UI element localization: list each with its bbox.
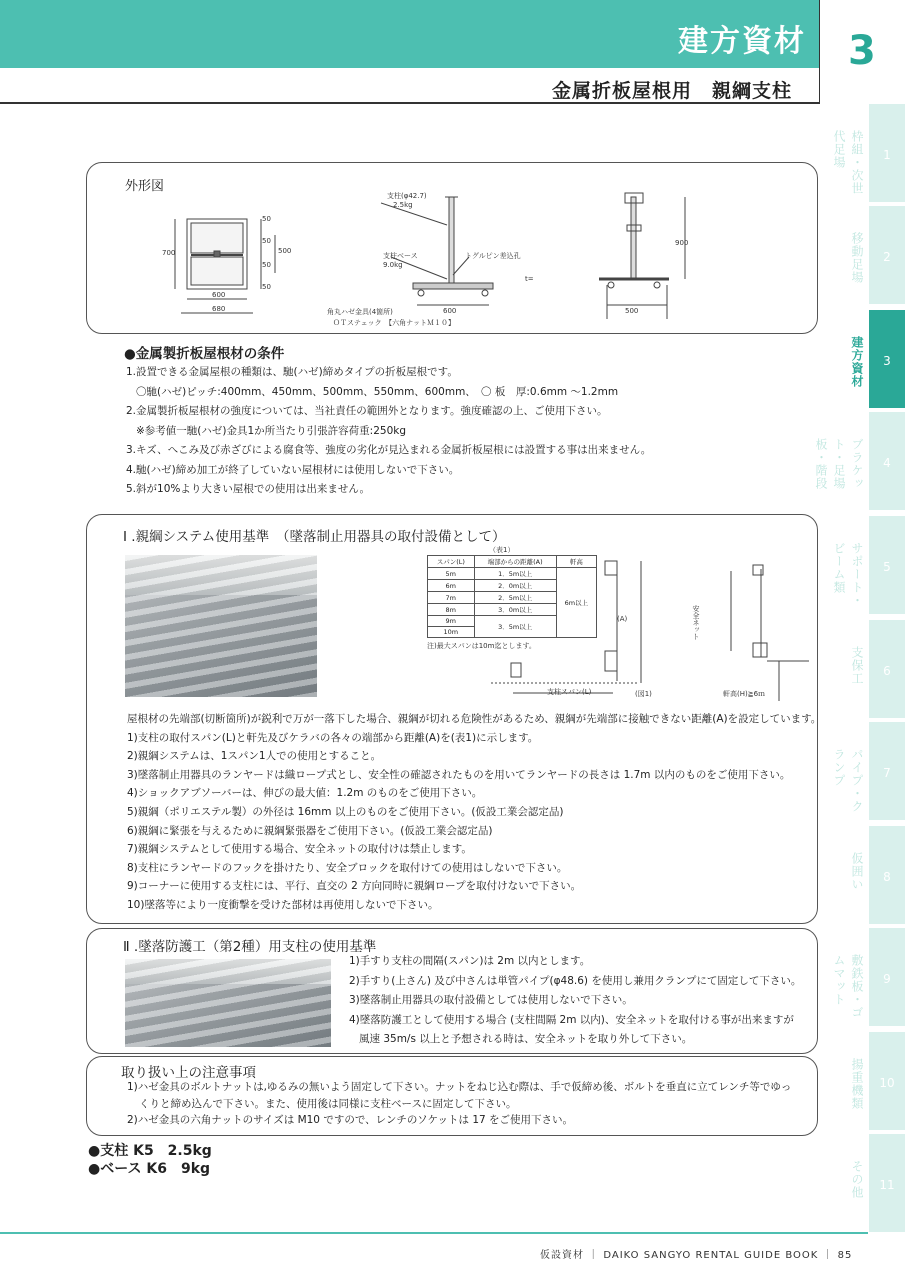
guard-line: 2)手すり(上さん) 及び中さんは単管パイプ(φ48.6) を使用し兼用クランプにて固定して下さい。: [349, 974, 802, 987]
sidebar-tab-9[interactable]: [869, 928, 905, 1026]
conditions-line: 5.斜が10%より大きい屋根での使用は出来ません。: [126, 483, 370, 495]
dim-50-b: 50: [262, 237, 271, 245]
conditions-line: 4.馳(ハゼ)締め加工が終了していない屋根材には使用しないで下さい。: [126, 463, 460, 476]
diagram-eave-height: 軒高(H)≧6ｍ: [723, 690, 766, 698]
dim-500-side: 500: [625, 307, 639, 315]
sidebar-tab-number: 2: [883, 250, 891, 264]
post-weight: 2.5kg: [393, 201, 413, 209]
sidebar-tab-label: 敷鉄板・ゴムマット: [832, 954, 864, 1019]
roof-photo-1: [125, 555, 317, 697]
conditions-line: 3.キズ、へこみ及び赤ざびによる腐食等、強度の劣化が見込まれる金属折板屋根には設置する事は出来ません。: [126, 444, 652, 456]
spec-base: ●ベース K6 9kg: [88, 1161, 211, 1177]
sidebar-tab-number: 5: [883, 560, 891, 574]
guard-line: 1)手すり支柱の間隔(スパン)は 2m 以内とします。: [349, 955, 591, 967]
eave-cell: 6m以上: [556, 568, 596, 638]
header-title: 建方資材: [678, 24, 806, 59]
table-cell: 2．5m以上: [474, 592, 556, 604]
sidebar-tab-label: 仮囲い: [850, 852, 864, 891]
system-line: 5)親綱（ポリエステル製）の外径は 16mm 以上のものをご使用下さい。(仮設工業会認定品): [127, 806, 564, 818]
footer-text: 仮設資材 ｜ DAIKO SANGYO RENTAL GUIDE BOOK ｜ 85: [540, 1250, 853, 1261]
handling-line: 2)ハゼ金具の六角ナットのサイズは M10 ですので、レンチのソケットは 17 をご使用下さい。: [127, 1114, 574, 1126]
sidebar-tab-label: サポート・ビーム類: [832, 542, 864, 607]
dim-700: 700: [162, 249, 176, 257]
handling-line: 1)ハゼ金具のボルトナットは,ゆるみの無いよう固定して下さい。ナットをねじ込む際は、手で仮締め後、ボルトを垂直に立てレンチ等でゆっ: [127, 1081, 792, 1093]
system-line: 9)コーナーに使用する支柱には、平行、直交の 2 方向同時に親綱ロープを取付けないで下さい。: [127, 880, 582, 893]
th-eave: 軒高: [556, 556, 596, 568]
dim-50-a: 50: [262, 215, 271, 223]
sidebar-tab-number: 1: [883, 148, 891, 162]
th-span: スパン(L): [428, 556, 475, 568]
conditions-line: ※参考値一馳(ハゼ)金具1か所当たり引張許容荷重:250kg: [136, 424, 406, 437]
dim-50-d: 50: [262, 283, 271, 291]
page-title: 金属折板屋根用 親綱支柱: [552, 80, 793, 102]
dim-900: 900: [675, 239, 689, 247]
dim-500: 500: [278, 247, 292, 255]
sidebar-tab-number: 10: [879, 1076, 895, 1090]
table-cell: 6m: [428, 580, 475, 592]
outline-title: 外形図: [125, 179, 165, 194]
header-divider: [819, 0, 820, 104]
base-weight: 9.0kg: [383, 261, 403, 269]
sidebar-tab-label: ブラケット・足場板・階段: [814, 438, 864, 490]
sidebar-tab-number: 6: [883, 664, 891, 678]
sidebar-tab-10[interactable]: [869, 1032, 905, 1130]
conditions-line: 〇馳(ハゼ)ピッチ:400mm、450mm、500mm、550mm、600mm、 〇 板 厚:0.6mm 〜1.2mm: [136, 385, 619, 398]
chapter-number: 3: [848, 28, 876, 74]
post-label: 支柱(φ42.7): [387, 192, 427, 200]
sidebar-tab-label: 支保工: [850, 646, 864, 685]
header-band: [0, 0, 820, 68]
table-cell: 2．0m以上: [474, 580, 556, 592]
sidebar-tab-number: 9: [883, 972, 891, 986]
system-diagram: [491, 551, 811, 701]
handling-box: [86, 1056, 818, 1136]
system-line: 2)親綱システムは、1スパン1人での使用とすること。: [127, 750, 382, 763]
sidebar-tab-label: 枠組・次世代足場: [832, 130, 864, 195]
guard-line: 3)墜落制止用器具の取付設備としては使用しないで下さい。: [349, 994, 633, 1006]
sidebar-tab-number: 11: [879, 1178, 895, 1192]
guard-box: [86, 928, 818, 1054]
system-line: 8)支柱にランヤードのフックを掛けたり、安全ブロックを取付けての使用はしないで下さい。: [127, 861, 568, 874]
conditions-line: 2.金属製折板屋根材の強度については、当社責任の範囲外となります。強度確認の上、ご使用下さい。: [126, 405, 608, 417]
dim-680: 680: [212, 305, 226, 313]
system-line: 4)ショックアブソーバーは、伸びの最大値：1.2m のものをご使用下さい。: [127, 787, 483, 800]
sidebar-tab-label: パイプ・クランプ: [832, 748, 864, 813]
t-label: t=: [525, 275, 534, 283]
system-box: [86, 514, 822, 924]
spec-post: ●支柱 K5 2.5kg: [88, 1143, 212, 1159]
table-cell: 8m: [428, 604, 475, 616]
table-cell: 3．0m以上: [474, 604, 556, 616]
pin-label: トグルピン差込孔: [465, 252, 521, 260]
table-cell: 7m: [428, 592, 475, 604]
handling-title: 取り扱い上の注意事項: [121, 1065, 256, 1081]
guard-line: 4)墜落防護工として使用する場合 (支柱間隔 2m 以内)、安全ネットを取付ける事が出来ますが: [349, 1013, 794, 1026]
system-title: Ⅰ .親綱システム使用基準 （墜落制止用器具の取付設備として）: [123, 529, 506, 545]
footer-line: [0, 1232, 868, 1234]
sidebar-tab-label: 建方資材: [850, 336, 864, 388]
system-line: 屋根材の先端部(切断箇所)が鋭利で万が一落下した場合、親綱が切れる危険性があるため、親綱が先端部に接触できない距離(A)を設定しています。: [127, 713, 822, 725]
dim-600-base: 600: [443, 307, 457, 315]
diagram-fig: (図1): [635, 690, 652, 698]
sidebar-tab-1[interactable]: [869, 104, 905, 202]
sidebar-tab-6[interactable]: [869, 620, 905, 718]
diagram-span: 支柱スパン(L): [547, 688, 592, 696]
system-line: 10)墜落等により一度衝撃を受けた部材は再使用しないで下さい。: [127, 899, 439, 911]
conditions-line: 1.設置できる金属屋根の種類は、馳(ハゼ)締めタイプの折板屋根です。: [126, 366, 458, 378]
roof-photo-2: [125, 959, 331, 1047]
sidebar-tab-label: 揚重機類: [850, 1058, 864, 1110]
sidebar-tab-label: 移動足場: [850, 232, 864, 284]
table-cell: 3．5m以上: [474, 616, 556, 638]
th-distance: 端部からの距離(A): [474, 556, 556, 568]
table-cell: 5m: [428, 568, 475, 580]
dim-50-c: 50: [262, 261, 271, 269]
sidebar-tab-number: 7: [883, 766, 891, 780]
sidebar-tab-5[interactable]: [869, 516, 905, 614]
outline-drawings: [91, 169, 811, 329]
sidebar-tab-8[interactable]: [869, 826, 905, 924]
sidebar-tab-number: 3: [883, 354, 891, 368]
sidebar-tab-label: その他: [850, 1160, 864, 1199]
diagram-safety-net: 安全ネット: [692, 605, 700, 640]
sidebar-tab-number: 4: [883, 456, 891, 470]
guard-line: 風速 35m/s 以上と予想される時は、安全ネットを取り外して下さい。: [359, 1033, 693, 1045]
handling-line: くりと締め込んで下さい。また、使用後は同様に支柱ベースに固定して下さい。: [139, 1097, 517, 1110]
table-cell: 1．5m以上: [474, 568, 556, 580]
sidebar-tab-7[interactable]: [869, 722, 905, 820]
outline-box: [86, 162, 818, 334]
sidebar-tab-4[interactable]: [869, 412, 905, 510]
check-label: ＯＴステェック 【六角ナットＭ１０】: [333, 319, 456, 327]
sidebar-tab-3[interactable]: [869, 310, 905, 408]
sidebar-tab-2[interactable]: [869, 206, 905, 304]
system-line: 6)親綱に緊張を与えるために親綱緊張器をご使用下さい。(仮設工業会認定品): [127, 824, 493, 837]
system-line: 1)支柱の取付スパン(L)と軒先及びケラバの各々の端部から距離(A)を(表1)に示します。: [127, 731, 539, 744]
table-note: 注)最大スパンは10m迄とします。: [427, 642, 536, 650]
table-caption: （表1）: [489, 546, 515, 554]
sidebar-tab-11[interactable]: [869, 1134, 905, 1232]
table-cell: 10m: [428, 627, 475, 638]
dim-600: 600: [212, 291, 226, 299]
system-line: 3)墜落制止用器具のランヤードは織ロープ式とし、安全性の確認されたものを用いてランヤードの長さは 1.7m 以内のものをご使用下さい。: [127, 768, 791, 781]
base-label: 支柱ベース: [383, 252, 418, 260]
table-cell: 9m: [428, 616, 475, 627]
conditions-title: ●金属製折板屋根材の条件: [124, 346, 285, 362]
clamp-label: 角丸ハゼ金具(4箇所): [327, 308, 393, 316]
title-underline: [0, 102, 820, 104]
diagram-a: (A): [617, 615, 628, 623]
guard-title: Ⅱ .墜落防護工（第2種）用支柱の使用基準: [123, 939, 377, 955]
system-line: 7)親綱システムとして使用する場合、安全ネットの取付けは禁止します。: [127, 843, 472, 856]
sidebar-tab-number: 8: [883, 870, 891, 884]
